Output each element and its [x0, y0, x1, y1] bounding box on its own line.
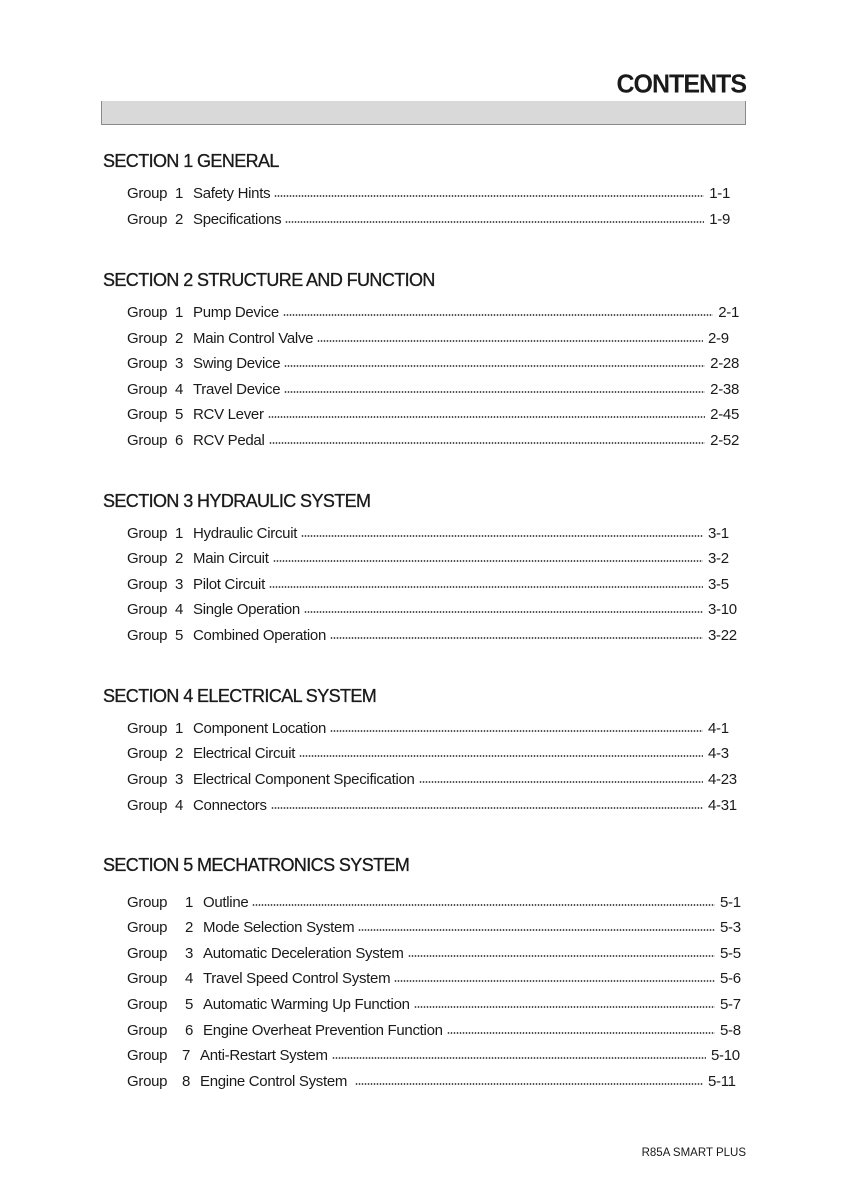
group-number: 4 [185, 970, 194, 987]
group-label: Group [127, 406, 168, 423]
page-number: 2-9 [708, 330, 729, 347]
toc-entry[interactable] [127, 547, 739, 567]
group-title: Electrical Circuit [193, 745, 296, 762]
group-title: Electrical Component Specification [193, 771, 415, 788]
group-number: 5 [185, 996, 194, 1013]
dot-leader [285, 220, 704, 224]
page-number: 5-5 [720, 945, 741, 962]
group-number: 1 [175, 185, 184, 202]
toc-entry[interactable] [127, 429, 739, 449]
section-heading-5: SECTION 5 MECHATRONICS SYSTEM [103, 855, 410, 875]
group-label: Group [127, 355, 168, 372]
toc-entry[interactable] [127, 403, 739, 423]
group-label: Group [127, 330, 168, 347]
group-label: Group [127, 601, 168, 618]
page-number: 1-9 [709, 211, 730, 228]
group-label: Group [127, 771, 168, 788]
toc-entry[interactable] [127, 942, 742, 962]
dot-leader [269, 585, 703, 589]
group-title: Hydraulic Circuit [193, 525, 298, 542]
page-number: 1-1 [709, 185, 730, 202]
group-number: 6 [175, 432, 184, 449]
toc-entry[interactable] [127, 794, 739, 814]
group-label: Group [127, 185, 168, 202]
group-title: RCV Lever [193, 406, 264, 423]
group-title: Specifications [193, 211, 282, 228]
group-title: Pilot Circuit [193, 576, 265, 593]
group-label: Group [127, 996, 168, 1013]
group-title: Combined Operation [193, 627, 327, 644]
group-number: 1 [175, 720, 184, 737]
group-number: 4 [175, 797, 184, 814]
group-title: Single Operation [193, 601, 300, 618]
toc-entry[interactable] [127, 182, 730, 202]
section-heading-2: SECTION 2 STRUCTURE AND FUNCTION [103, 270, 435, 290]
footer-model-name: R85A SMART PLUS [641, 1147, 746, 1159]
group-label: Group [127, 970, 168, 987]
page-number: 4-1 [708, 720, 729, 737]
toc-entry[interactable] [127, 352, 739, 372]
group-label: Group [127, 576, 168, 593]
toc-entry[interactable] [127, 717, 739, 737]
group-number: 4 [175, 601, 184, 618]
toc-entry[interactable] [127, 327, 739, 347]
toc-entry[interactable] [127, 1019, 742, 1039]
dot-leader [274, 194, 704, 198]
group-label: Group [127, 1047, 168, 1064]
group-label: Group [127, 1022, 168, 1039]
page-number: 2-28 [710, 355, 739, 372]
toc-entry[interactable] [127, 768, 739, 788]
dot-leader [271, 806, 703, 810]
dot-leader [332, 1056, 706, 1060]
group-number: 3 [175, 576, 184, 593]
group-label: Group [127, 381, 168, 398]
toc-entry[interactable] [127, 522, 739, 542]
group-number: 3 [175, 771, 184, 788]
group-number: 3 [185, 945, 194, 962]
dot-leader [358, 928, 715, 932]
toc-entry[interactable] [127, 301, 739, 321]
dot-leader [447, 1031, 715, 1035]
group-number: 6 [185, 1022, 194, 1039]
group-label: Group [127, 627, 168, 644]
group-number: 2 [175, 211, 184, 228]
group-title: Safety Hints [193, 185, 271, 202]
group-number: 2 [175, 330, 184, 347]
group-title: Swing Device [193, 355, 281, 372]
dot-leader [317, 339, 703, 343]
group-number: 2 [185, 919, 194, 936]
group-title: Component Location [193, 720, 327, 737]
page-number: 5-3 [720, 919, 741, 936]
group-number: 1 [185, 894, 194, 911]
group-title: Main Control Valve [193, 330, 314, 347]
page-number: 5-1 [720, 894, 741, 911]
page-number: 3-22 [708, 627, 737, 644]
group-title: Connectors [193, 797, 267, 814]
dot-leader [269, 441, 706, 445]
group-title: Anti-Restart System [200, 1047, 328, 1064]
page-number: 2-45 [710, 406, 739, 423]
group-title: Engine Overheat Prevention Function [203, 1022, 443, 1039]
toc-entry[interactable] [127, 624, 739, 644]
page-number: 5-7 [720, 996, 741, 1013]
dot-leader [268, 415, 706, 419]
dot-leader [252, 903, 715, 907]
group-number: 2 [175, 550, 184, 567]
dot-leader [304, 610, 703, 614]
page-number: 2-38 [710, 381, 739, 398]
group-title: Automatic Warming Up Function [203, 996, 410, 1013]
dot-leader [419, 780, 703, 784]
toc-entry[interactable] [127, 1070, 739, 1090]
group-title: Travel Speed Control System [203, 970, 391, 987]
group-number: 1 [175, 525, 184, 542]
group-label: Group [127, 745, 168, 762]
group-number: 2 [175, 745, 184, 762]
group-number: 1 [175, 304, 184, 321]
group-label: Group [127, 1073, 168, 1090]
section-heading-4: SECTION 4 ELECTRICAL SYSTEM [103, 686, 377, 706]
dot-leader [330, 729, 703, 733]
dot-leader [273, 559, 703, 563]
page-number: 5-11 [708, 1073, 736, 1090]
section-heading-1: SECTION 1 GENERAL [103, 151, 279, 171]
page-number: 4-23 [708, 771, 737, 788]
dot-leader [283, 313, 713, 317]
group-label: Group [127, 304, 168, 321]
group-title: RCV Pedal [193, 432, 265, 449]
group-title: Pump Device [193, 304, 279, 321]
page-number: 2-52 [710, 432, 739, 449]
group-title: Automatic Deceleration System [203, 945, 404, 962]
dot-leader [330, 636, 703, 640]
group-label: Group [127, 919, 168, 936]
toc-entry[interactable] [127, 742, 739, 762]
page-number: 5-6 [720, 970, 741, 987]
dot-leader [414, 1005, 715, 1009]
group-title: Main Circuit [193, 550, 269, 567]
dot-leader [408, 954, 715, 958]
group-title: Engine Control System [200, 1073, 348, 1090]
dot-leader [301, 534, 703, 538]
group-label: Group [127, 211, 168, 228]
toc-entry[interactable] [127, 891, 742, 911]
toc-entry[interactable] [127, 967, 742, 987]
page-number: 3-1 [708, 525, 729, 542]
toc-entry[interactable] [127, 598, 739, 618]
toc-entry[interactable] [127, 573, 739, 593]
toc-entry[interactable] [127, 378, 739, 398]
page-number: 3-2 [708, 550, 729, 567]
group-label: Group [127, 797, 168, 814]
group-title: Travel Device [193, 381, 281, 398]
group-label: Group [127, 550, 168, 567]
group-label: Group [127, 894, 168, 911]
page-number: 2-1 [718, 304, 739, 321]
page-number: 5-10 [711, 1047, 740, 1064]
group-number: 7 [182, 1047, 191, 1064]
page-number: 4-3 [708, 745, 729, 762]
dot-leader [394, 979, 715, 983]
dot-leader [284, 390, 705, 394]
page-number: 3-5 [708, 576, 729, 593]
group-number: 4 [175, 381, 184, 398]
dot-leader [284, 364, 705, 368]
toc-entry[interactable] [127, 916, 742, 936]
dot-leader [355, 1082, 703, 1086]
group-number: 5 [175, 406, 184, 423]
section-heading-3: SECTION 3 HYDRAULIC SYSTEM [103, 491, 371, 511]
group-number: 8 [182, 1073, 191, 1090]
page-number: 4-31 [708, 797, 737, 814]
group-title: Outline [203, 894, 249, 911]
page-number: 3-10 [708, 601, 737, 618]
toc-entry[interactable] [127, 208, 730, 228]
group-label: Group [127, 432, 168, 449]
dot-leader [299, 754, 703, 758]
toc-entry[interactable] [127, 993, 742, 1013]
group-number: 5 [175, 627, 184, 644]
group-title: Mode Selection System [203, 919, 355, 936]
group-label: Group [127, 525, 168, 542]
page-number: 5-8 [720, 1022, 741, 1039]
group-label: Group [127, 720, 168, 737]
page-title: CONTENTS [616, 69, 746, 99]
group-number: 3 [175, 355, 184, 372]
toc-entry[interactable] [127, 1044, 742, 1064]
title-bar [101, 101, 746, 125]
group-label: Group [127, 945, 168, 962]
